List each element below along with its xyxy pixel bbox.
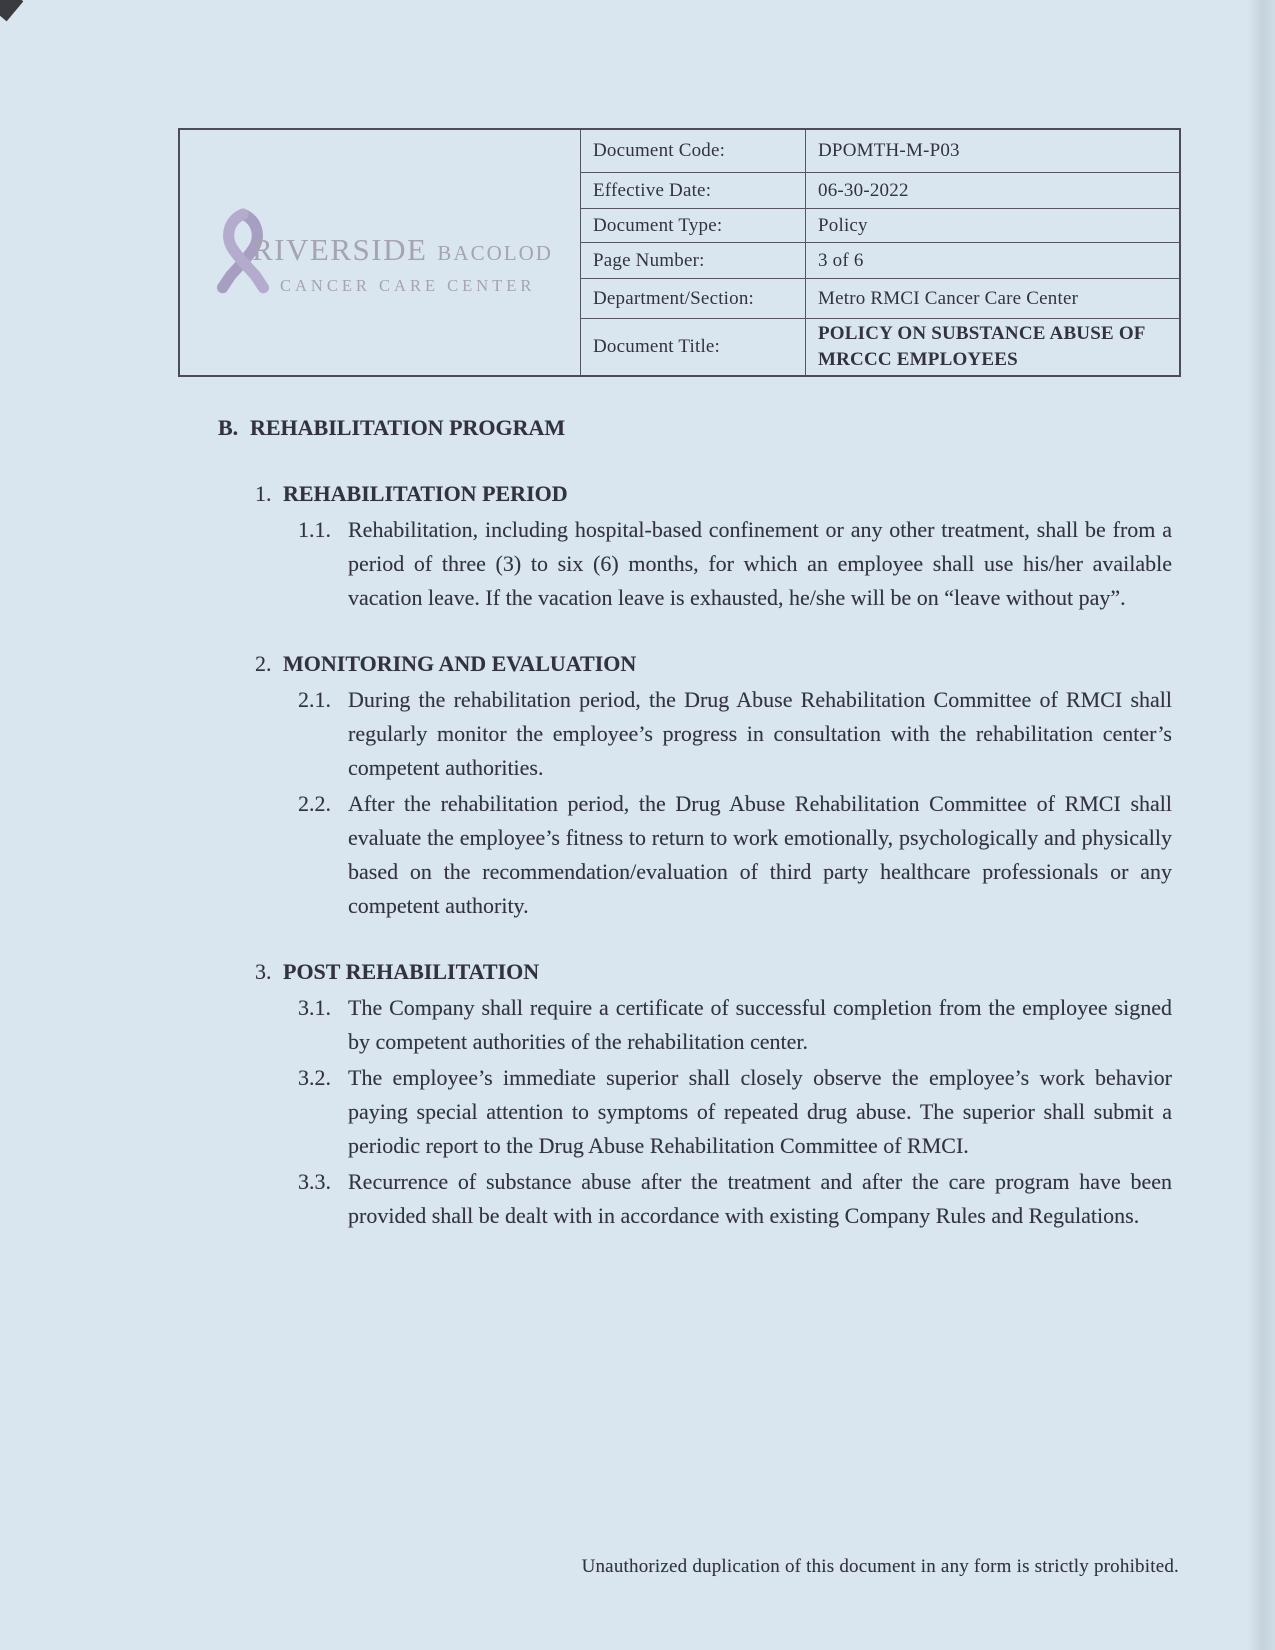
section-title: REHABILITATION PROGRAM [250,415,566,440]
policy-item [298,787,1172,923]
field-label-document-title: Document Title: [580,318,805,375]
field-value-page-number: 3 of 6 [805,242,1179,278]
brand-name-line2: CANCER CARE CENTER [280,276,536,295]
section-rehabilitation-period [218,477,1172,615]
section-title: POST REHABILITATION [283,959,540,984]
document-body [218,411,1172,1233]
item-text: The employee’s immediate superior shall closely observe the employee’s work behavior paying special attention to symptoms of repeated drug abuse. The superior shall submit a periodic report to the Drug Abuse Rehabilitation Committee of RMCI. [348,1065,1172,1158]
item-text: Recurrence of substance abuse after the treatment and after the care program have been provided shall be dealt with in accordance with existing Company Rules and Regulations. [348,1169,1172,1228]
item-number: 3.2. [298,1065,331,1090]
section-number: 3. [255,959,272,984]
section-title: REHABILITATION PERIOD [283,481,568,506]
section-heading [218,477,1172,511]
section-letter: B. [218,415,239,440]
section-post-rehabilitation [218,955,1172,1233]
section-number: 2. [255,651,272,676]
policy-item [298,683,1172,785]
field-label-effective-date: Effective Date: [580,172,805,208]
field-value-document-code: DPOMTH-M-P03 [805,130,1179,172]
field-label-document-type: Document Type: [580,208,805,242]
field-value-effective-date: 06-30-2022 [805,172,1179,208]
logo-cell [180,130,580,375]
footer-disclaimer: Unauthorized duplication of this document in any form is strictly prohibited. [581,1556,1179,1577]
section-heading [218,955,1172,989]
item-number: 3.1. [298,995,331,1020]
field-label-document-code: Document Code: [580,130,805,172]
item-number: 2.2. [298,791,331,816]
field-value-document-title: POLICY ON SUBSTANCE ABUSE OF MRCCC EMPLOYEES [805,318,1179,375]
field-label-page-number: Page Number: [580,242,805,278]
section-heading-b [218,411,1172,445]
item-number: 3.3. [298,1169,331,1194]
policy-item [298,991,1172,1059]
section-monitoring-and-evaluation [218,647,1172,923]
brand-name-sub: BACOLOD [437,241,553,265]
item-text: The Company shall require a certificate of successful completion from the employee signed by competent authorities of the rehabilitation center. [348,995,1172,1054]
item-number: 1.1. [298,517,331,542]
scan-corner-artifact [0,0,23,21]
brand-name-main: RIVERSIDE [252,232,428,267]
scan-paper-edge [1247,0,1275,1650]
section-heading [218,647,1172,681]
item-text: During the rehabilitation period, the Drug Abuse Rehabilitation Committee of RMCI shall regularly monitor the employee’s progress in consultation with the rehabilitation center’s competent authorities. [348,687,1172,780]
item-number: 2.1. [298,687,331,712]
policy-item [298,1061,1172,1163]
item-text: Rehabilitation, including hospital-based confinement or any other treatment, shall be from a period of three (3) to six (6) months, for which an employee shall use his/her available vacation leave. If the vacation leave is exhausted, he/she will be on “leave without pay”. [348,517,1172,610]
item-text: After the rehabilitation period, the Drug Abuse Rehabilitation Committee of RMCI shall evaluate the employee’s fitness to return to work emotionally, psychologically and physically based on the recommendation/evaluation of third party healthcare professionals or any competent authority. [348,791,1172,918]
brand-name [252,232,553,296]
section-title: MONITORING AND EVALUATION [283,651,637,676]
document-header-table [178,128,1181,377]
field-value-department-section: Metro RMCI Cancer Care Center [805,278,1179,318]
field-label-department-section: Department/Section: [580,278,805,318]
field-value-document-type: Policy [805,208,1179,242]
section-number: 1. [255,481,272,506]
policy-item [298,1165,1172,1233]
policy-item [298,513,1172,615]
